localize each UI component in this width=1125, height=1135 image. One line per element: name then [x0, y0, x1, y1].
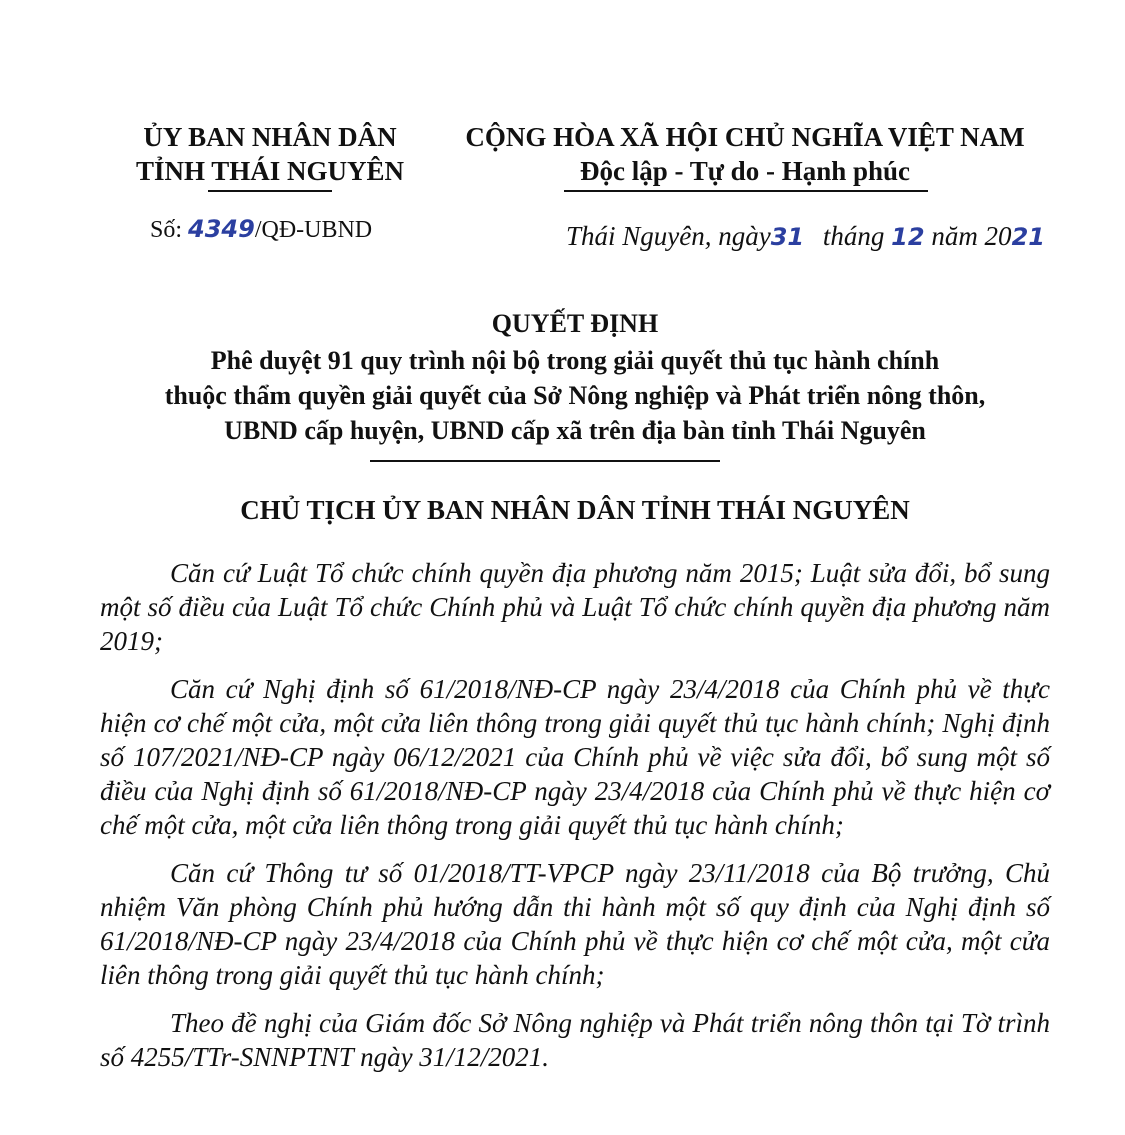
month-handwritten: 12: [891, 223, 925, 251]
decision-subtitle-3: UBND cấp huyện, UBND cấp xã trên địa bàn tỉnh Thái Nguyên: [224, 416, 926, 445]
national-title: [445, 120, 1045, 188]
document-number: [150, 212, 372, 247]
month-label: tháng: [822, 221, 885, 251]
basis-paragraph-2: Căn cứ Nghị định số 61/2018/NĐ-CP ngày 23/4/2018 của Chính phủ về thực hiện cơ chế một cửa, một cửa liên thông trong giải quyết thủ tục hành chính; Nghị định số 107/2021/NĐ-CP ngày 06/12/2021 của Chính phủ về việc sửa đổi, bổ sung một số điều của Nghị định số 61/2018/NĐ-CP ngày 23/4/2018 của Chính phủ về thực hiện cơ chế một cửa, một cửa liên thông trong giải quyết thủ tục hành chính;: [100, 674, 1050, 840]
basis-paragraph-3: Căn cứ Thông tư số 01/2018/TT-VPCP ngày 23/11/2018 của Bộ trưởng, Chủ nhiệm Văn phòng Chính phủ hướng dẫn thi hành một số quy định của Nghị định số 61/2018/NĐ-CP ngày 23/4/2018 của Chính phủ về thực hiện cơ chế một cửa, một cửa liên thông trong giải quyết thủ tục hành chính;: [100, 858, 1050, 990]
national-motto: Độc lập - Tự do - Hạnh phúc: [579, 156, 911, 186]
decision-title-block: [60, 306, 1090, 448]
decision-subtitle-1: Phê duyệt 91 quy trình nội bộ trong giải quyết thủ tục hành chính: [210, 346, 940, 375]
number-handwritten: 4349: [188, 215, 255, 243]
number-prefix: Số:: [150, 217, 183, 243]
authority-line-1: ỦY BAN NHÂN DÂN: [143, 122, 397, 152]
authority-line-2: TỈNH THÁI NGUYÊN: [135, 156, 405, 186]
signing-authority: CHỦ TỊCH ỦY BAN NHÂN DÂN TỈNH THÁI NGUYÊN: [240, 495, 910, 525]
decision-title: QUYẾT ĐỊNH: [491, 309, 659, 338]
preamble: [100, 556, 1050, 1074]
number-suffix: /QĐ-UBND: [254, 217, 373, 243]
authority-underline: [208, 190, 332, 192]
year-handwritten: 21: [1011, 223, 1045, 251]
issuing-authority: [110, 120, 430, 188]
basis-paragraph-1: Căn cứ Luật Tổ chức chính quyền địa phương năm 2015; Luật sửa đổi, bổ sung một số điều của Luật Tổ chức Chính phủ và Luật Tổ chức chính quyền địa phương năm 2019;: [100, 558, 1050, 656]
decision-subtitle-2: thuộc thẩm quyền giải quyết của Sở Nông nghiệp và Phát triển nông thôn,: [164, 381, 986, 410]
day-handwritten: 31: [770, 223, 805, 251]
national-line-1: CỘNG HÒA XÃ HỘI CHỦ NGHĨA VIỆT NAM: [465, 122, 1025, 152]
subtitle-underline: [370, 460, 720, 462]
date-place: Thái Nguyên, ngày: [566, 221, 771, 251]
year-label: năm 20: [931, 221, 1012, 251]
document-date: [566, 216, 1045, 257]
proposal-paragraph: Theo đề nghị của Giám đốc Sở Nông nghiệp và Phát triển nông thôn tại Tờ trình số 4255/TTr-SNNPTNT ngày 31/12/2021.: [100, 1008, 1050, 1072]
motto-underline: [564, 190, 928, 192]
